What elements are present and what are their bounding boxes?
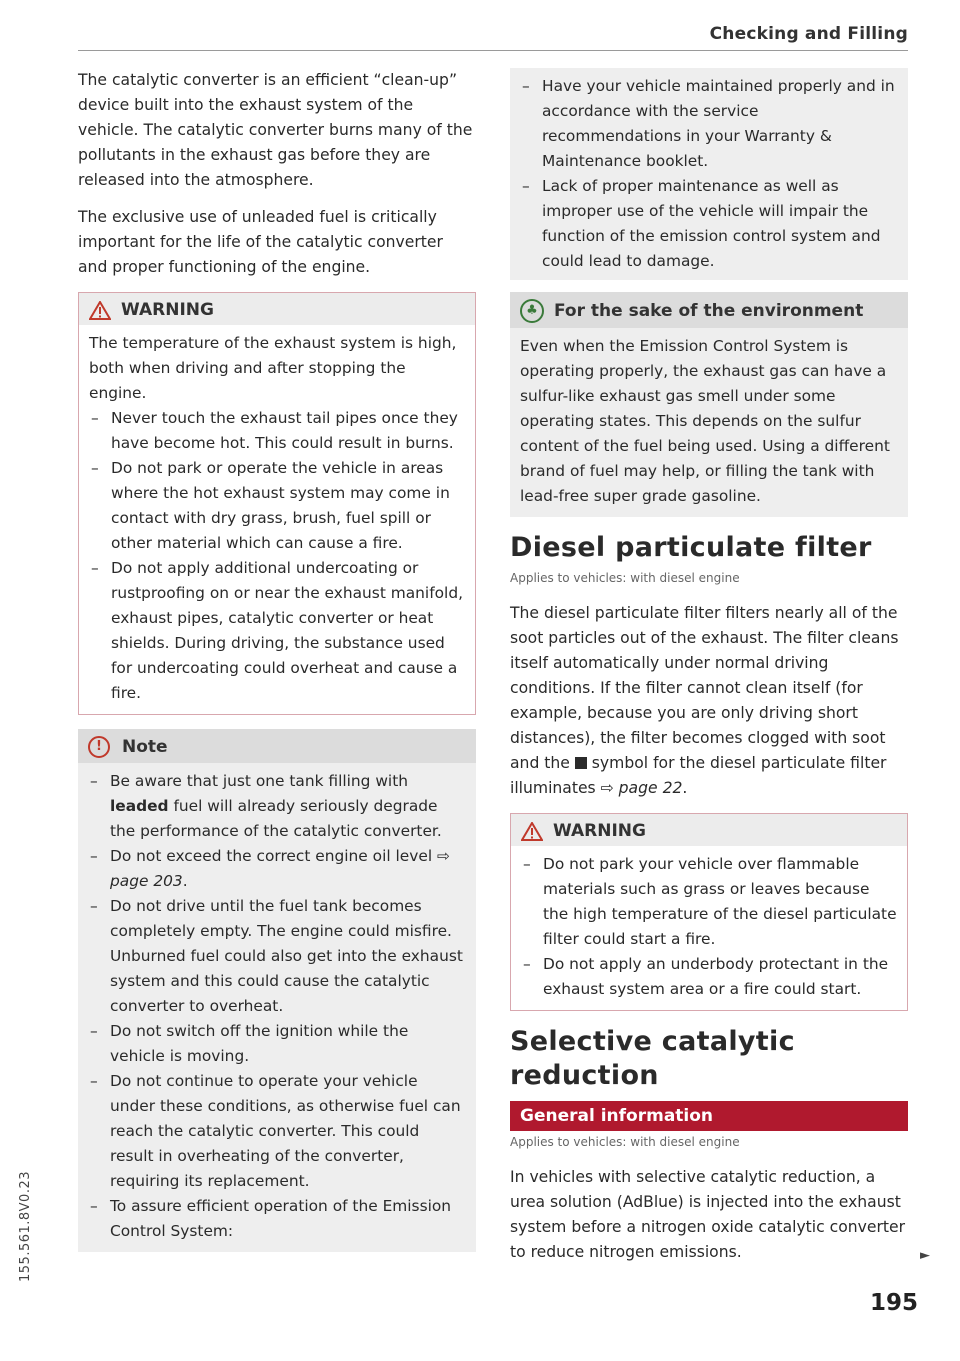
note-title: Note	[122, 737, 168, 757]
unleaded-fuel-paragraph: The exclusive use of unleaded fuel is critically important for the life of the catalytic converter and proper functioning of the engine.	[78, 208, 443, 276]
environment-header	[510, 292, 908, 328]
note-continuation-list	[520, 74, 898, 274]
page-reference-link[interactable]: ⇨ page 203	[110, 847, 450, 890]
note-item: – Have your vehicle maintained properly and in accordance with the service recommendations in your Warranty & Maintenance booklet.	[520, 74, 898, 174]
note-item: – Be aware that just one tank filling with leaded fuel will already seriously degrade the performance of the catalytic converter.	[88, 769, 466, 844]
warning-body	[511, 846, 907, 1010]
warning-body	[79, 325, 475, 714]
warning-item: – Do not apply an underbody protectant in the exhaust system area or a fire could start.	[521, 952, 897, 1002]
continue-arrow-icon: ►	[920, 1248, 930, 1263]
note-item: – Lack of proper maintenance as well as improper use of the vehicle will impair the function of the emission control system and could lead to damage.	[520, 174, 898, 274]
warning-triangle-icon	[89, 301, 111, 320]
warning-item: – Do not apply additional undercoating or rustproofing on or near the exhaust manifold, exhaust pipes, catalytic converter or heat shields. During driving, the substance used for undercoating could overheat and cause a fire.	[89, 556, 465, 706]
note-item: – Do not drive until the fuel tank becomes completely empty. The engine could misfire. Unburned fuel could also get into the exhaust system and this could cause the catalytic converter to overheat.	[88, 894, 466, 1019]
warning-title: WARNING	[553, 821, 646, 841]
environment-body: Even when the Emission Control System is operating properly, the exhaust gas can have a sulfur-like exhaust gas smell under some operating states. This depends on the sulfur content of the fuel being used. Using a different brand of fuel may help, or filling the tank with lead-free super grade gasoline.	[520, 337, 890, 505]
header-divider	[78, 50, 908, 51]
note-box	[78, 729, 476, 1252]
right-column	[510, 68, 908, 1277]
note-item: – To assure efficient operation of the Emission Control System:	[88, 1194, 466, 1244]
warning-item: – Never touch the exhaust tail pipes once they have become hot. This could result in burns.	[89, 406, 465, 456]
note-icon: !	[88, 736, 110, 758]
note-continuation	[510, 68, 908, 280]
note-item: – Do not continue to operate your vehicle under these conditions, as otherwise fuel can reach the catalytic converter. This could result in overheating of the converter, requiring its replacement.	[88, 1069, 466, 1194]
warning-header	[511, 814, 907, 846]
page-number: 195	[870, 1290, 919, 1316]
applies-to-note: Applies to vehicles: with diesel engine	[510, 1135, 740, 1149]
general-information-bar: General information	[510, 1101, 908, 1131]
dpf-paragraph: The diesel particulate filter filters nearly all of the soot particles out of the exhaust. The filter cleans itself automatically under normal driving conditions. If the filter cannot clean itself (for example, because you are only driving short distances), the filter becomes clogged with soot and the symbol for the diesel particulate filter illuminates ⇨ page 22.	[510, 604, 899, 797]
warning-item: – Do not park your vehicle over flammable materials such as grass or leaves because the high temperature of the diesel particulate filter could start a fire.	[521, 852, 897, 952]
scr-paragraph: In vehicles with selective catalytic reduction, a urea solution (AdBlue) is injected into the exhaust system before a nitrogen oxide catalytic converter to reduce nitrogen emissions.	[510, 1168, 906, 1261]
page-reference-link[interactable]: ⇨ page 22	[600, 779, 683, 797]
selective-catalytic-reduction-heading: Selective catalytic reduction	[510, 1026, 795, 1091]
note-item: – Do not switch off the ignition while the vehicle is moving.	[88, 1019, 466, 1069]
warning-box-dpf	[510, 813, 908, 1011]
note-list	[88, 769, 466, 1244]
page-header-title: Checking and Filling	[709, 24, 908, 44]
diesel-particulate-filter-heading: Diesel particulate filter	[510, 532, 872, 563]
document-code: 155.561.8V0.23	[18, 1171, 33, 1282]
environment-box	[510, 292, 908, 517]
warning-title: WARNING	[121, 300, 214, 320]
warning-item: – Do not park or operate the vehicle in areas where the hot exhaust system may come in contact with dry grass, brush, fuel spill or other material which can cause a fire.	[89, 456, 465, 556]
warning-triangle-icon	[521, 822, 543, 841]
note-header	[78, 729, 476, 763]
warning-intro: The temperature of the exhaust system is high, both when driving and after stopping the engine.	[89, 334, 457, 402]
warning-list	[521, 852, 897, 1002]
dpf-symbol-icon	[575, 757, 587, 769]
catalytic-converter-paragraph: The catalytic converter is an efficient “clean-up” device built into the exhaust system of the vehicle. The catalytic converter burns many of the pollutants in the exhaust gas before they are released into the atmosphere.	[78, 71, 473, 189]
note-body	[78, 763, 476, 1252]
note-item: – Do not exceed the correct engine oil level ⇨ page 203.	[88, 844, 466, 894]
warning-header	[79, 293, 475, 325]
warning-box-exhaust	[78, 292, 476, 715]
warning-list	[89, 406, 465, 706]
applies-to-note: Applies to vehicles: with diesel engine	[510, 571, 740, 585]
left-column	[78, 68, 476, 1266]
environment-title: For the sake of the environment	[554, 301, 864, 321]
environment-icon: ♣	[520, 299, 544, 323]
